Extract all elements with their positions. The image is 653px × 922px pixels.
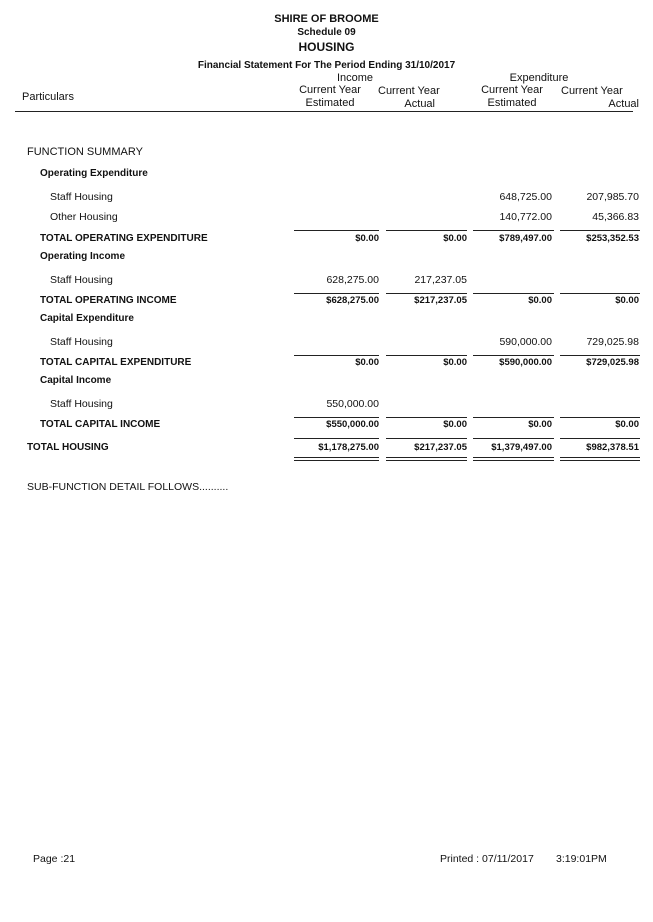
col-exp-act-line2: Actual [608, 98, 639, 110]
col-income-act-line2: Actual [404, 98, 435, 110]
subtotal-rule [294, 417, 379, 418]
col-income-est-line1: Current Year [299, 84, 361, 96]
report-title: HOUSING [298, 40, 355, 54]
section-title: FUNCTION SUMMARY [27, 146, 143, 158]
total-row-op-exp: TOTAL OPERATING EXPENDITURE $0.00 $0.00 $789,497.00 $253,352.53 [40, 233, 639, 244]
group-heading-op-exp: Operating Expenditure [40, 168, 148, 179]
printed-time: 3:19:01PM [556, 853, 607, 865]
col-exp-est-line2: Estimated [487, 97, 537, 109]
table-row: Staff Housing 550,000.00 [50, 398, 379, 410]
total-row-op-inc: TOTAL OPERATING INCOME $628,275.00 $217,237.05 $0.00 $0.00 [40, 295, 639, 306]
subtotal-rule [386, 230, 467, 231]
printed-date: Printed : 07/11/2017 [440, 853, 534, 865]
subfunction-note: SUB-FUNCTION DETAIL FOLLOWS.......... [27, 481, 229, 493]
group-heading-cap-exp: Capital Expenditure [40, 313, 134, 324]
table-row: Staff Housing 648,725.00 207,985.70 [50, 191, 639, 203]
group-heading-cap-inc: Capital Income [40, 375, 112, 386]
subtotal-rule [473, 355, 554, 356]
double-rule [560, 460, 640, 461]
double-rule [386, 460, 467, 461]
expenditure-header: Expenditure [509, 72, 569, 84]
subtotal-rule [386, 355, 467, 356]
income-header: Income [336, 72, 374, 84]
total-rule [473, 438, 554, 439]
total-rule [560, 438, 640, 439]
total-row-cap-inc: TOTAL CAPITAL INCOME $550,000.00 $0.00 $0.00 $0.00 [40, 419, 639, 430]
subtotal-rule [294, 355, 379, 356]
col-exp-act-line1: Current Year [561, 85, 623, 97]
group-heading-op-inc: Operating Income [40, 251, 126, 262]
table-row: Other Housing 140,772.00 45,366.83 [50, 211, 639, 223]
subtotal-rule [386, 293, 467, 294]
subtotal-rule [473, 293, 554, 294]
subtotal-rule [560, 293, 640, 294]
subtotal-rule [294, 230, 379, 231]
double-rule [560, 457, 640, 458]
total-row-cap-exp: TOTAL CAPITAL EXPENDITURE $0.00 $0.00 $590,000.00 $729,025.98 [40, 357, 639, 368]
subtotal-rule [386, 417, 467, 418]
subtotal-rule [560, 230, 640, 231]
total-rule [386, 438, 467, 439]
org-name: SHIRE OF BROOME [274, 13, 379, 25]
double-rule [386, 457, 467, 458]
double-rule [473, 460, 554, 461]
grand-total-row: TOTAL HOUSING $1,178,275.00 $217,237.05 $1,379,497.00 $982,378.51 [27, 442, 639, 453]
double-rule [294, 460, 379, 461]
total-rule [294, 438, 379, 439]
table-row: Staff Housing 628,275.00 217,237.05 [50, 274, 467, 286]
col-income-est-line2: Estimated [305, 97, 355, 109]
particulars-header: Particulars [22, 91, 74, 103]
col-income-act-line1: Current Year [378, 85, 440, 97]
table-row: Staff Housing 590,000.00 729,025.98 [50, 336, 639, 348]
col-exp-est-line1: Current Year [481, 84, 543, 96]
double-rule [473, 457, 554, 458]
subtotal-rule [473, 417, 554, 418]
page-number: Page :21 [33, 853, 76, 865]
subtotal-rule [560, 417, 640, 418]
subtotal-rule [294, 293, 379, 294]
double-rule [294, 457, 379, 458]
subtotal-rule [560, 355, 640, 356]
header-rule [15, 111, 633, 112]
schedule-label: Schedule 09 [297, 27, 356, 38]
subtotal-rule [473, 230, 554, 231]
report-subtitle: Financial Statement For The Period Ending 31/10/2017 [197, 60, 456, 71]
